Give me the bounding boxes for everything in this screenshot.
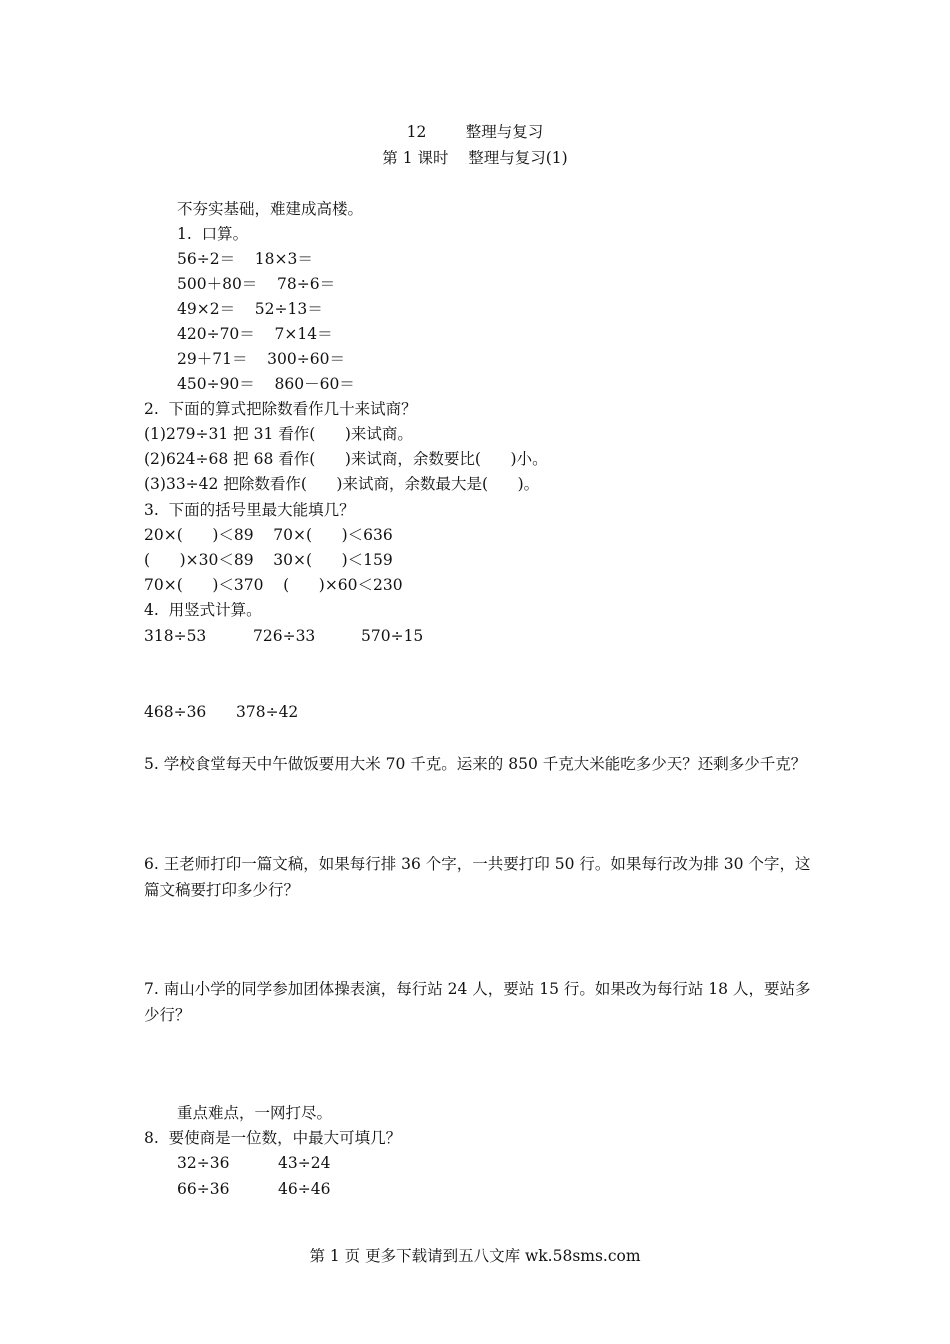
mental-math-row: 29＋71＝ 300÷60＝ <box>177 350 345 368</box>
question-3-title: 3. 下面的括号里最大能填几？ <box>144 501 355 519</box>
mental-math-row: 450÷90＝ 860－60＝ <box>177 375 355 393</box>
section-intro-basic: 不夯实基础，难建成高楼。 <box>177 200 364 218</box>
vertical-calc-item: 570÷15 <box>361 627 424 645</box>
question-8-item: 46÷46 <box>278 1180 331 1198</box>
lesson-title: 第 1 课时 整理与复习(1) <box>382 149 568 167</box>
page-footer: 第 1 页 更多下载请到五八文库 wk.58sms.com <box>309 1247 641 1265</box>
question-7: 7. 南山小学的同学参加团体操表演，每行站 24 人，要站 15 行。如果改为每行站 18 人，要站多少行？ <box>144 980 811 1024</box>
question-5: 5. 学校食堂每天中午做饭要用大米 70 千克。运来的 850 千克大米能吃多少天？还剩多少千克？ <box>144 755 807 773</box>
question-2-item: (3)33÷42 把除数看作( )来试商，余数最大是( )。 <box>144 475 540 493</box>
question-8-item: 43÷24 <box>278 1154 331 1172</box>
mental-math-row: 56÷2＝ 18×3＝ <box>177 250 313 268</box>
vertical-calc-item: 378÷42 <box>236 703 299 721</box>
vertical-calc-item: 318÷53 <box>144 627 207 645</box>
question-3-row: 20×( )＜89 70×( )＜636 <box>144 526 393 544</box>
question-3-row: 70×( )＜370 ( )×60＜230 <box>144 576 403 594</box>
question-6: 6. 王老师打印一篇文稿，如果每行排 36 个字，一共要打印 50 行。如果每行改为排 30 个字，这篇文稿要打印多少行？ <box>144 855 811 899</box>
question-2-item: (2)624÷68 把 68 看作( )来试商，余数要比( )小。 <box>144 450 548 468</box>
question-8-item: 66÷36 <box>177 1180 230 1198</box>
question-8-title: 8. 要使商是一位数，中最大可填几？ <box>144 1129 402 1147</box>
question-2-item: (1)279÷31 把 31 看作( )来试商。 <box>144 425 413 443</box>
mental-math-row: 49×2＝ 52÷13＝ <box>177 300 323 318</box>
question-4-title: 4. 用竖式计算。 <box>144 601 262 619</box>
mental-math-row: 500＋80＝ 78÷6＝ <box>177 275 336 293</box>
question-3-row: ( )×30＜89 30×( )＜159 <box>144 551 393 569</box>
question-2-title: 2. 下面的算式把除数看作几十来试商？ <box>144 400 417 418</box>
question-8-item: 32÷36 <box>177 1154 230 1172</box>
section-intro-key-points: 重点难点，一网打尽。 <box>177 1104 333 1122</box>
vertical-calc-item: 726÷33 <box>253 627 316 645</box>
mental-math-row: 420÷70＝ 7×14＝ <box>177 325 333 343</box>
chapter-title: 12 整理与复习 <box>406 123 544 141</box>
vertical-calc-item: 468÷36 <box>144 703 207 721</box>
question-1-title: 1. 口算。 <box>177 225 249 243</box>
